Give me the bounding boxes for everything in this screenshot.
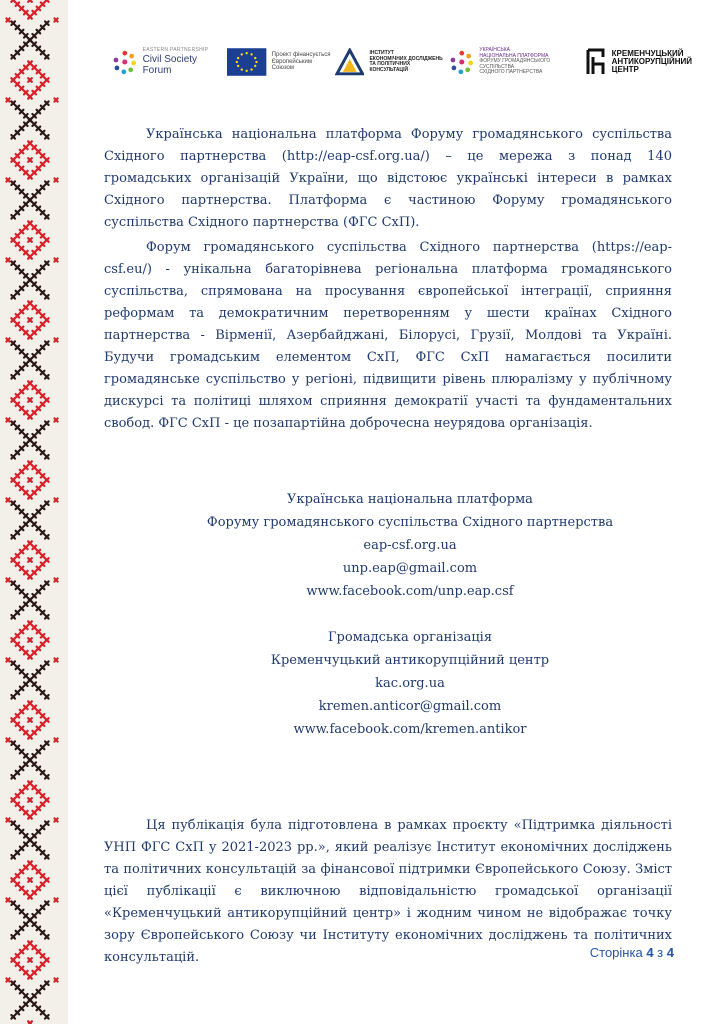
kac-logo-line3: ЦЕНТР: [611, 65, 639, 74]
unp-logo-line4: СХІДНОГО ПАРТНЕРСТВА: [479, 69, 543, 76]
paragraph-disclaimer: Ця публікація була підготовлена в рамках проєкту «Підтримка діяльності УНП ФГС СхП у 2021-2023 рр.», який реалізує Інститут економічних досліджень та політичних консультацій за фінансової підтримки Європейського Союзу. Зміст цієї публікації є виключною відповідальністю громадської організації «Кременчуцький антикорупційний центр» і жодним чином не відображає точку зору Європейського Союзу чи Інституту економічних досліджень та політичних консультацій.: [104, 818, 672, 965]
contact-unp-line1: Українська національна платформа: [287, 492, 533, 507]
contact-unp-site[interactable]: eap-csf.org.ua: [363, 538, 457, 553]
embroidery-border: [0, 0, 68, 1024]
paragraph-unp-description: Українська національна платформа Форуму громадянського суспільства Східного партнерства (http://eap-csf.org.ua/) – це мережа з понад 140 громадських організацій України, що відстоює українські інтереси в рамках Східного партнерства. Платформа є частиною Форуму громадянського суспільства Східного партнерства (ФГС СхП).: [104, 127, 672, 230]
triangle-icon: [335, 48, 365, 76]
eu-logo-line1: Проект фінансується: [271, 52, 331, 59]
page-label: Сторінка: [589, 945, 643, 960]
contacts-spacer: [160, 603, 660, 626]
unp-logo: [449, 42, 585, 82]
csf-logo-small: EASTERN PARTNERSHIP: [142, 47, 209, 54]
unp-logo-line2: НАЦІОНАЛЬНА ПЛАТФОРМА: [479, 52, 549, 59]
embroidery-pattern: [0, 0, 68, 1024]
ied-logo-line3: ТА ПОЛІТИЧНИХ КОНСУЛЬТАЦІЙ: [369, 61, 411, 73]
unp-logo-line1: УКРАЇНСЬКА: [479, 47, 510, 54]
eu-logo-line2: Європейським Союзом: [271, 58, 313, 72]
contact-unp-facebook[interactable]: www.facebook.com/unp.eap.csf: [306, 584, 514, 599]
contact-kac-line2: Кременчуцький антикорупційний центр: [270, 653, 550, 668]
kac-logo-line1: КРЕМЕНЧУЦЬКИЙ: [611, 49, 684, 58]
paragraph-csf-description: Форум громадянського суспільства Східного партнерства (https://eap-csf.eu/) - унікальна багаторівнева регіональна платформа громадянського суспільства, спрямована на просування європейської інтеграції, сприяння реформам та демократичним перетворенням у шести країнах Східного партнерства - Вірменії, Азербайджані, Білорусі, Грузії, Молдові та Україні. Будучи громадським елементом СхП, ФГС СхП намагається посилити громадянське суспільство у регіоні, підвищити рівень плюралізму у публічному дискурсі та політиці шляхом сприяння демократії участі та фундаментальних свобод. ФГС СхП - це позапартійна доброчесна неурядова організація.: [104, 240, 672, 431]
contact-kac-email[interactable]: kremen.anticor@gmail.com: [318, 699, 502, 714]
logo-header: [112, 40, 692, 84]
contact-kac-line1: Громадська організація: [327, 630, 493, 645]
contact-unp-line2: Форуму громадянського суспільства Східного партнерства: [206, 515, 614, 530]
page-current: 4: [646, 945, 654, 960]
kac-logo: [585, 42, 692, 82]
eu-flag-icon: [227, 48, 266, 76]
unp-logo-line3: ФОРУМУ ГРОМАДЯНСЬКОГО СУСПІЛЬСТВА: [479, 58, 551, 70]
ied-logo: [335, 42, 449, 82]
kac-logo-line2: АНТИКОРУПЦІЙНИЙ: [611, 57, 692, 66]
eu-logo: [227, 42, 335, 82]
colored-dots-icon: [112, 49, 138, 75]
contact-kac-site[interactable]: kac.org.ua: [375, 676, 445, 691]
page-of: з: [657, 945, 664, 960]
page-total: 4: [666, 945, 674, 960]
contact-unp-email[interactable]: unp.eap@gmail.com: [342, 561, 478, 576]
colored-dots-icon: [449, 49, 475, 75]
kac-mark-icon: [585, 47, 607, 77]
contacts-block: [160, 488, 660, 741]
ied-logo-line1: ІНСТИТУТ: [369, 50, 394, 56]
contact-kac-facebook[interactable]: www.facebook.com/kremen.antikor: [293, 722, 527, 737]
ied-logo-line2: ЕКОНОМІЧНИХ ДОСЛІДЖЕНЬ: [369, 55, 443, 62]
page-number: [590, 945, 674, 960]
csf-logo: [112, 42, 227, 82]
csf-logo-big: Civil Society Forum: [142, 53, 198, 76]
